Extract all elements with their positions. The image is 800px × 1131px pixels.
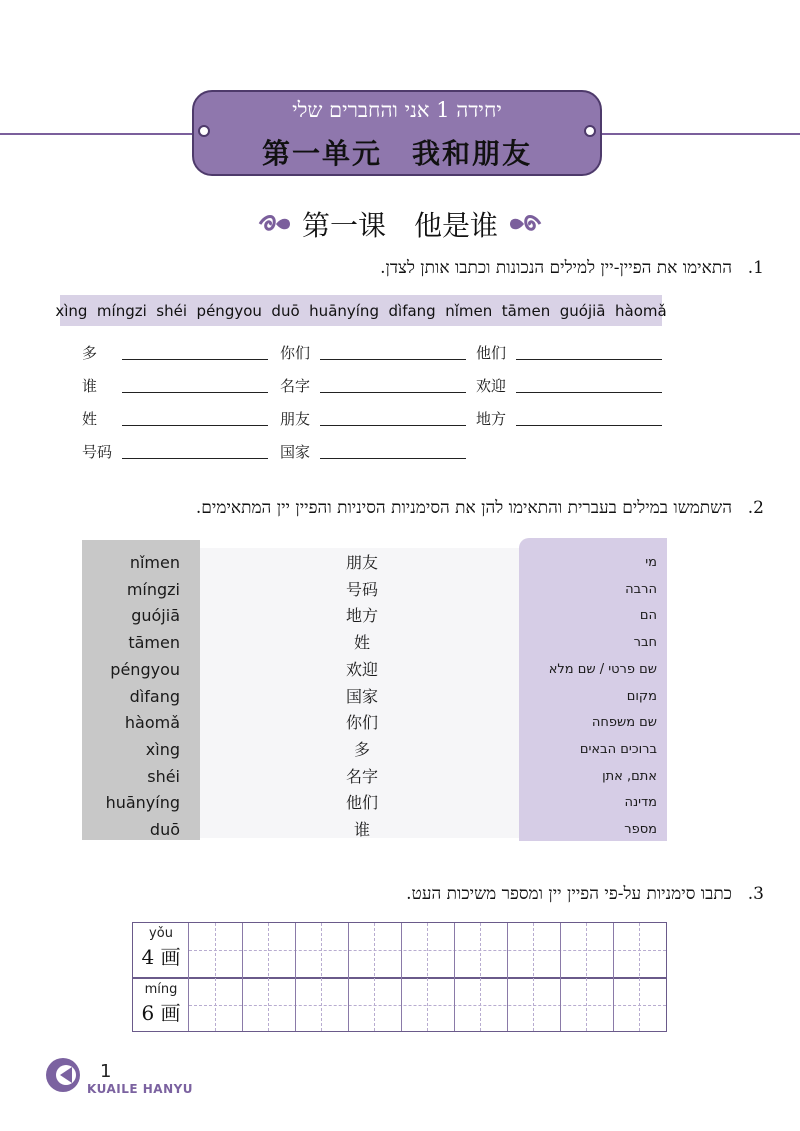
exercise1-instruction-text: התאימו את הפיין-יין למילים הנכונות וכתבו אותן לצדן.: [380, 258, 732, 278]
exercise1-row: [476, 375, 662, 396]
exercise1-row: [476, 408, 662, 429]
exercise1-row: [280, 441, 466, 462]
grid-guide-line: [268, 923, 269, 1031]
grid-guide-line: [215, 923, 216, 1031]
hebrew-item[interactable]: הרבה: [625, 581, 657, 597]
chinese-item[interactable]: 多: [353, 739, 370, 759]
answer-line[interactable]: [516, 359, 662, 360]
grid-guide-line: [321, 923, 322, 1031]
word-cell: 谁: [82, 377, 98, 395]
answer-line[interactable]: [122, 392, 268, 393]
chinese-item[interactable]: 地方: [345, 606, 378, 626]
grid-cell-line: [560, 923, 561, 1031]
hebrew-item[interactable]: מדינה: [624, 795, 657, 811]
brand-name: KUAILE HANYU: [87, 1082, 194, 1096]
grid-guide-line: [374, 923, 375, 1031]
answer-line[interactable]: [516, 392, 662, 393]
exercise1-row: [476, 342, 662, 363]
grid-cell-line: [242, 923, 243, 1031]
header-rule-right: [602, 133, 800, 135]
lesson-title: 第一课 他是谁: [301, 209, 498, 242]
word-cell: 你们: [280, 344, 311, 362]
grid-guide-line: [427, 923, 428, 1031]
ornament-left-icon: [258, 214, 292, 234]
answer-line[interactable]: [122, 359, 268, 360]
chinese-item[interactable]: 他们: [345, 793, 378, 813]
word-cell: 地方: [476, 410, 507, 428]
exercise3-instruction: [200, 884, 764, 904]
exercise2-number: 2.: [747, 498, 764, 518]
answer-line[interactable]: [320, 359, 466, 360]
exercise3-number: 3.: [747, 884, 764, 904]
chinese-item[interactable]: 姓: [353, 633, 370, 653]
grid-cell-line: [454, 923, 455, 1031]
grid-guide-line: [533, 923, 534, 1031]
chinese-column: [322, 550, 402, 844]
hebrew-column: [549, 550, 657, 844]
unit-title-hebrew: יחידה 1 אני והחברים שלי: [292, 98, 502, 122]
hebrew-item[interactable]: חבר: [633, 635, 657, 651]
page-number: 1: [100, 1061, 112, 1082]
answer-line[interactable]: [122, 458, 268, 459]
pinyin-item[interactable]: xìng: [145, 739, 180, 759]
word-cell: 多: [82, 344, 98, 362]
hebrew-item[interactable]: אתם, אתן: [602, 768, 657, 784]
word-cell: 国家: [280, 443, 311, 461]
word-cell: 名字: [280, 377, 311, 395]
hebrew-item[interactable]: מספר: [624, 822, 657, 838]
grid-pinyin: míng: [144, 982, 178, 997]
chinese-item[interactable]: 朋友: [345, 553, 378, 572]
pinyin-item[interactable]: huānyíng: [105, 793, 180, 813]
ornament-right-icon: [508, 214, 542, 234]
pinyin-item[interactable]: hàomǎ: [124, 713, 180, 733]
answer-line[interactable]: [320, 425, 466, 426]
pinyin-column: [106, 550, 180, 844]
chinese-item[interactable]: 号码: [345, 579, 378, 599]
exercise2-instruction: [40, 498, 764, 518]
exercise2-instruction-text: השתמשו במילים בעברית והתאימו להן את הסימניות הסיניות והפיין יין המתאימים.: [195, 498, 732, 518]
exercise1-row: [280, 375, 466, 396]
grid-row-label: [133, 982, 189, 1026]
pinyin-item[interactable]: míngzi: [126, 579, 180, 599]
grid-stroke-count: 6 画: [141, 1001, 181, 1025]
exercise1-number: 1.: [747, 258, 764, 278]
chinese-item[interactable]: 名字: [345, 766, 378, 786]
grid-cell-line: [613, 923, 614, 1031]
hebrew-item[interactable]: שם פרטי / שם מלא: [548, 661, 657, 677]
header-rule-left: [0, 133, 192, 135]
exercise1-row: [82, 441, 268, 462]
hebrew-item[interactable]: מי: [645, 555, 657, 570]
pinyin-item[interactable]: tāmen: [128, 633, 180, 653]
hebrew-item[interactable]: שם משפחה: [591, 715, 657, 731]
grid-cell-line: [401, 923, 402, 1031]
answer-line[interactable]: [320, 392, 466, 393]
pinyin-item[interactable]: dìfang: [129, 686, 180, 706]
pinyin-word-bank: xìng míngzi shéi péngyou duō huānyíng dìfang nǐmen tāmen guójiā hàomǎ: [60, 295, 662, 326]
pinyin-item[interactable]: guójiā: [131, 606, 180, 626]
chinese-item[interactable]: 欢迎: [345, 659, 378, 679]
word-cell: 朋友: [280, 410, 311, 428]
word-cell: 欢迎: [476, 377, 507, 395]
exercise1-instruction: [60, 258, 764, 278]
exercise1-row: [82, 375, 268, 396]
word-cell: 号码: [82, 443, 113, 461]
exercise1-row: [82, 342, 268, 363]
pinyin-item[interactable]: shéi: [147, 766, 180, 786]
hebrew-item[interactable]: הם: [639, 608, 657, 624]
pinyin-item[interactable]: duō: [149, 820, 180, 840]
grid-cell-line: [295, 923, 296, 1031]
answer-line[interactable]: [122, 425, 268, 426]
hebrew-item[interactable]: מקום: [626, 688, 657, 704]
chinese-item[interactable]: 你们: [345, 713, 378, 733]
grid-guide-line: [639, 923, 640, 1031]
word-cell: 他们: [476, 344, 507, 362]
grid-row-label: [133, 926, 189, 970]
grid-guide-line: [586, 923, 587, 1031]
exercise1-row: [82, 408, 268, 429]
grid-stroke-count: 4 画: [141, 945, 181, 969]
word-cell: 姓: [82, 410, 98, 428]
writing-grid[interactable]: [132, 922, 667, 1032]
chinese-item[interactable]: 谁: [353, 820, 370, 840]
grid-cell-line: [348, 923, 349, 1031]
exercise1-row: [280, 342, 466, 363]
unit-title-chinese: 第一单元 我和朋友: [261, 137, 532, 170]
exercise1-row: [280, 408, 466, 429]
lesson-heading: [230, 204, 570, 244]
chinese-item[interactable]: 国家: [345, 686, 378, 706]
answer-line[interactable]: [516, 425, 662, 426]
grid-cell-line: [507, 923, 508, 1031]
grid-pinyin: yǒu: [149, 926, 173, 941]
exercise3-instruction-text: כתבו סימניות על-פי הפיין יין ומספר משיכות העט.: [406, 884, 732, 904]
pinyin-item[interactable]: péngyou: [110, 659, 180, 679]
hebrew-item[interactable]: ברוכים הבאים: [579, 741, 657, 757]
pinyin-item[interactable]: nǐmen: [129, 553, 180, 572]
answer-line[interactable]: [320, 458, 466, 459]
kuaile-logo-icon: [44, 1056, 82, 1094]
grid-guide-line: [480, 923, 481, 1031]
